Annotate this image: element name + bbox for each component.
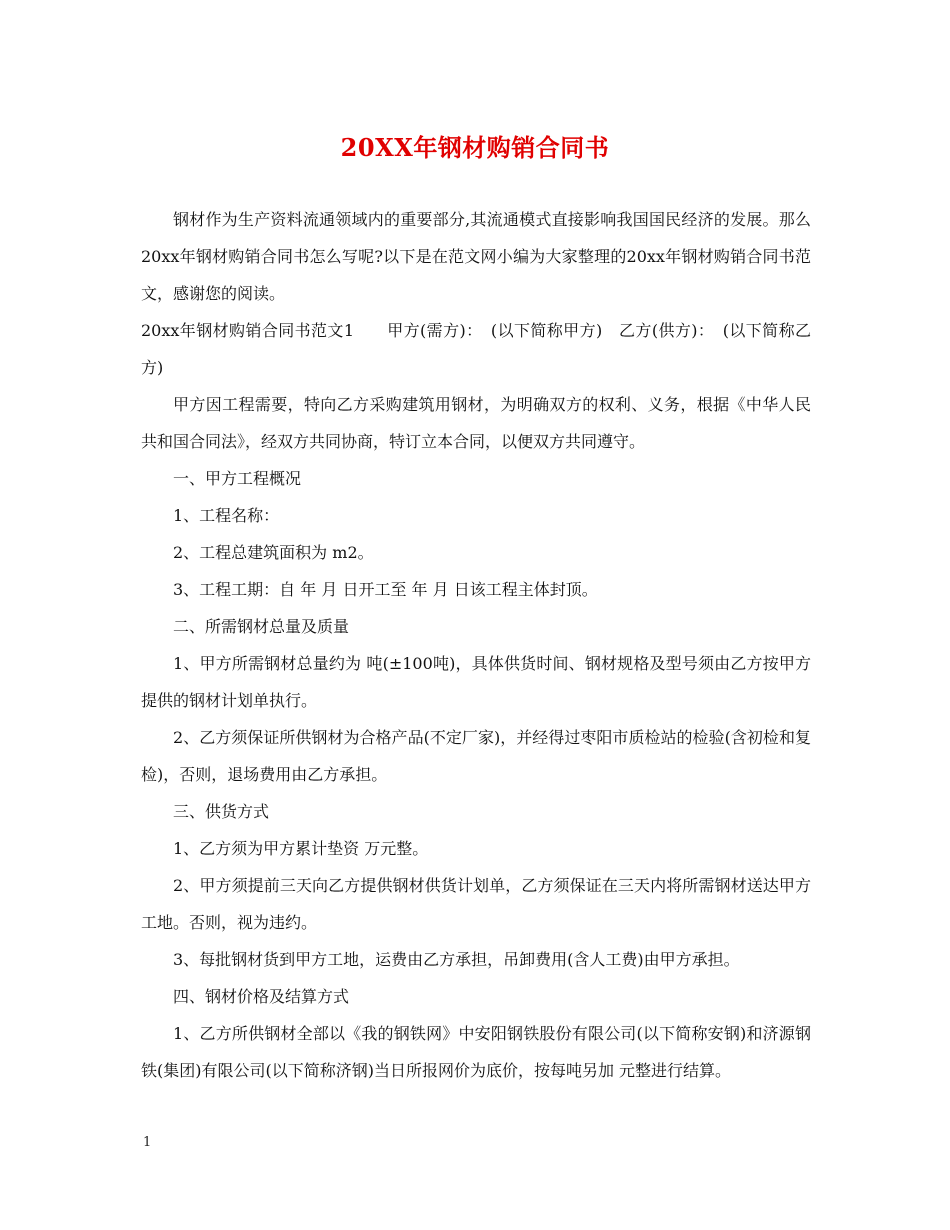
clause-1-2: 2、工程总建筑面积为 m2。: [173, 543, 374, 562]
section-heading-1: 一、甲方工程概况: [173, 469, 302, 488]
clause-1-1: 1、工程名称：: [173, 506, 280, 525]
clause-1-3: 3、工程工期：自 年 月 日开工至 年 月 日该工程主体封顶。: [173, 580, 598, 599]
clause-3-2: 2、甲方须提前三天向乙方提供钢材供货计划单，乙方须保证在三天内将所需钢材送达甲方工地。否则，视为违约。: [141, 876, 811, 932]
clause-2-2: 2、乙方须保证所供钢材为合格产品(不定厂家)，并经得过枣阳市质检站的检验(含初检和复检)，否则，退场费用由乙方承担。: [141, 728, 811, 784]
contract-parties-paragraph: 20xx年钢材购销合同书范文1 甲方(需方)： (以下简称甲方) 乙方(供方)： (以下简称乙方): [141, 321, 811, 377]
page-number: 1: [143, 1135, 152, 1150]
clause-2-1: 1、甲方所需钢材总量约为 吨(±100吨)，具体供货时间、钢材规格及型号须由乙方按甲方提供的钢材计划单执行。: [141, 654, 811, 710]
clause-4-1: 1、乙方所供钢材全部以《我的钢铁网》中安阳钢铁股份有限公司(以下简称安钢)和济源钢铁(集团)有限公司(以下简称济钢)当日所报网价为底价，按每吨另加 元整进行结算。: [141, 1024, 811, 1080]
section-heading-4: 四、钢材价格及结算方式: [173, 987, 350, 1006]
section-heading-3: 三、供货方式: [173, 802, 270, 821]
purpose-paragraph: 甲方因工程需要，特向乙方采购建筑用钢材，为明确双方的权利、义务，根据《中华人民共和国合同法》，经双方共同协商，特订立本合同，以便双方共同遵守。: [141, 395, 811, 451]
document-title: 20XX年钢材购销合同书: [340, 133, 610, 162]
intro-paragraph: 钢材作为生产资料流通领域内的重要部分,其流通模式直接影响我国国民经济的发展。那么20xx年钢材购销合同书怎么写呢?以下是在范文网小编为大家整理的20xx年钢材购销合同书范文，感谢您的阅读。: [141, 210, 811, 303]
clause-3-3: 3、每批钢材货到甲方工地，运费由乙方承担，吊卸费用(含人工费)由甲方承担。: [173, 950, 740, 969]
section-heading-2: 二、所需钢材总量及质量: [173, 617, 350, 636]
document-body: [141, 201, 811, 1089]
clause-3-1: 1、乙方须为甲方累计垫资 万元整。: [173, 839, 429, 858]
